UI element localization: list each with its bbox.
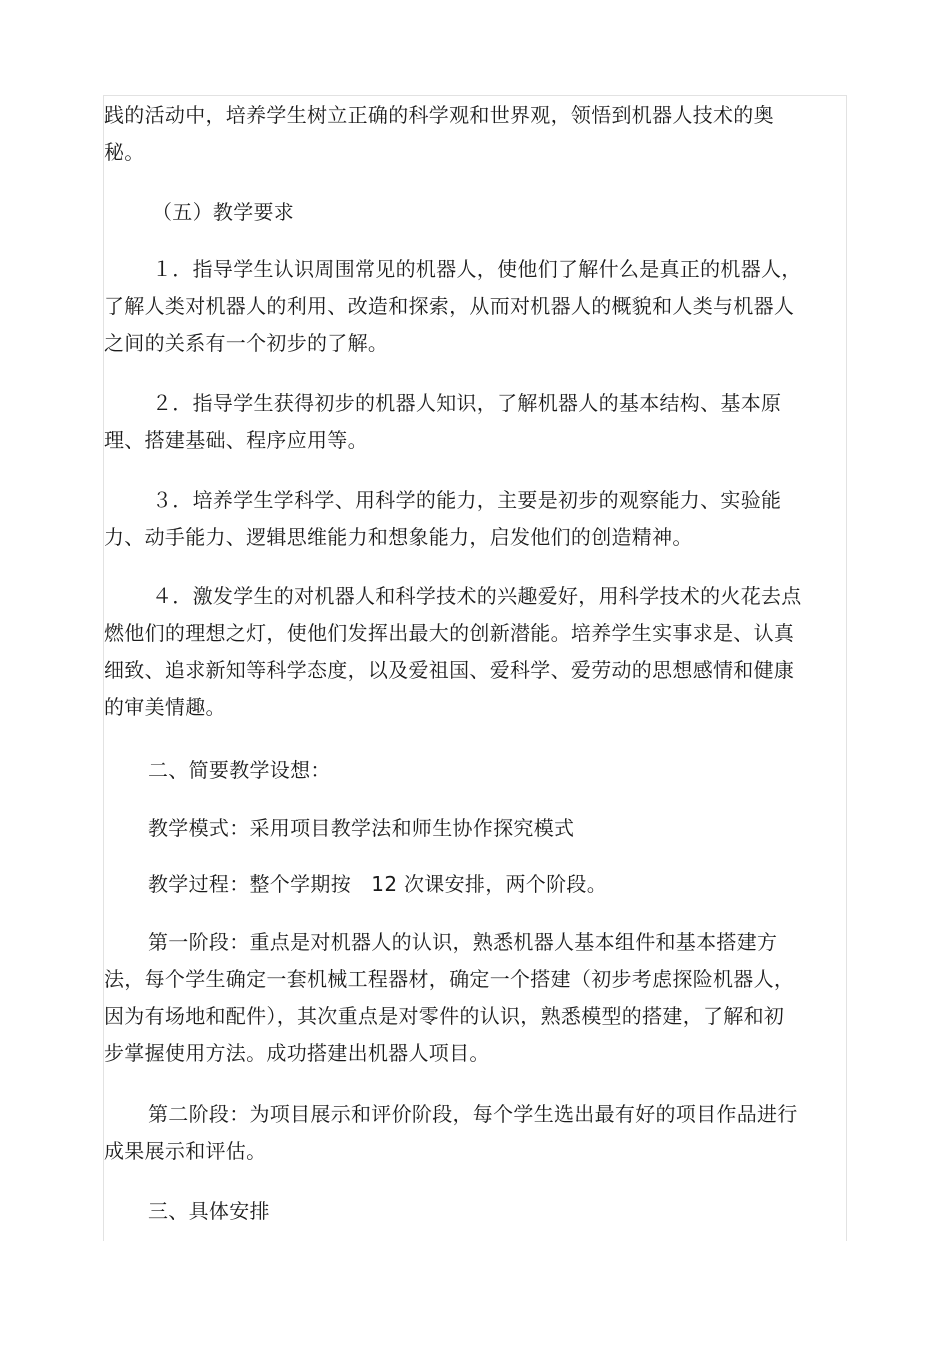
teaching-mode: 教学模式：采用项目教学法和师生协作探究模式 bbox=[148, 816, 575, 840]
requirement-item-1: １．指导学生认识周围常见的机器人，使他们了解什么是真正的机器人，了解人类对机器人的利用、改造和探索，从而对机器人的概貌和人类与机器人之间的关系有一个初步的了解。 bbox=[104, 257, 802, 355]
phase-two: 第二阶段：为项目展示和评价阶段，每个学生选出最有好的项目作品进行成果展示和评估。 bbox=[104, 1102, 798, 1163]
requirement-item-2: ２．指导学生获得初步的机器人知识，了解机器人的基本结构、基本原理、搭建基础、程序应用等。 bbox=[104, 391, 782, 452]
section-heading-teaching-requirements: （五）教学要求 bbox=[152, 200, 295, 224]
teaching-process: 教学过程：整个学期按 12 次课安排，两个阶段。 bbox=[148, 872, 608, 896]
phase-one: 第一阶段：重点是对机器人的认识，熟悉机器人基本组件和基本搭建方法，每个学生确定一套机械工程器材，确定一个搭建（初步考虑探险机器人，因为有场地和配件），其次重点是对零件的认识，熟悉模型的搭建，了解和初步掌握使用方法。成功搭建出机器人项目。 bbox=[104, 930, 795, 1065]
section-heading-teaching-plan: 二、简要教学设想： bbox=[148, 758, 331, 782]
requirement-item-3: ３．培养学生学科学、用科学的能力，主要是初步的观察能力、实验能力、动手能力、逻辑思维能力和想象能力，启发他们的创造精神。 bbox=[104, 488, 782, 549]
section-heading-schedule: 三、具体安排 bbox=[148, 1199, 270, 1223]
paragraph-continuation: 践的活动中，培养学生树立正确的科学观和世界观，领悟到机器人技术的奥秘。 bbox=[104, 103, 774, 164]
requirement-item-4: ４．激发学生的对机器人和科学技术的兴趣爱好，用科学技术的火花去点燃他们的理想之灯，使他们发挥出最大的创新潜能。培养学生实事求是、认真细致、追求新知等科学态度，以及爱祖国、爱科学、爱劳动的思想感情和健康的审美情趣。 bbox=[104, 584, 802, 719]
